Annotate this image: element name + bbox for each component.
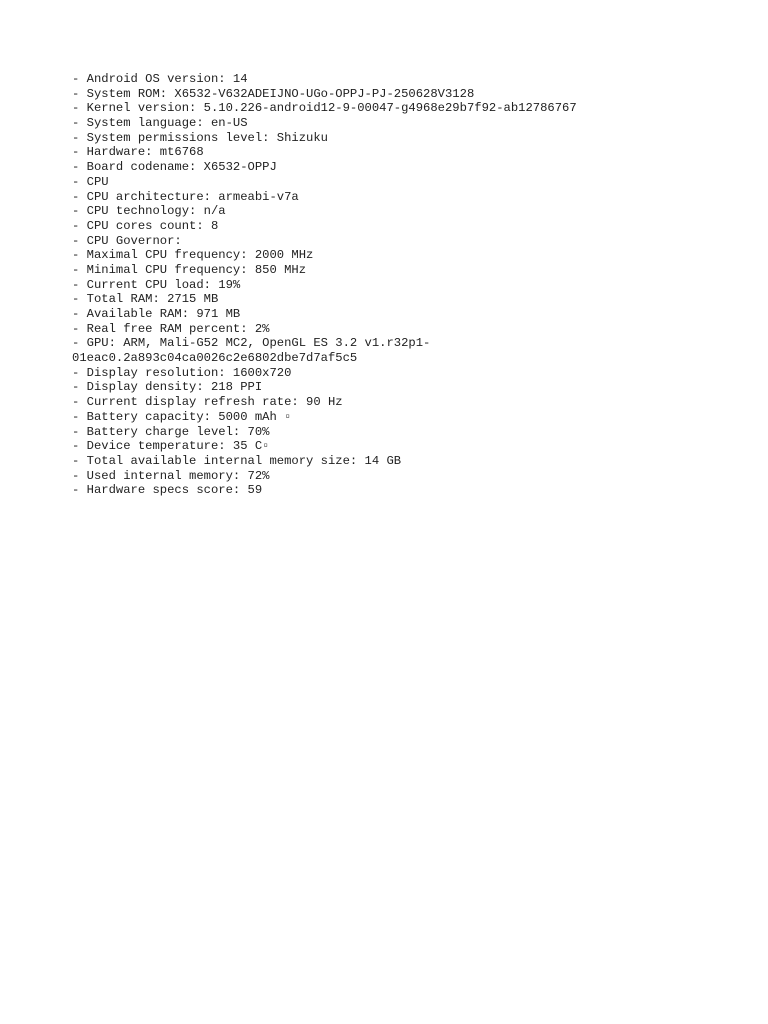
gpu-line: - GPU: ARM, Mali-G52 MC2, OpenGL ES 3.2 v1.r32p1- bbox=[72, 336, 431, 351]
cpu-cores-count-line: - CPU cores count: 8 bbox=[72, 218, 219, 233]
board-codename-line: - Board codename: X6532-OPPJ bbox=[72, 160, 277, 175]
hardware-line: - Hardware: mt6768 bbox=[72, 145, 204, 160]
internal-memory-size-line: - Total available internal memory size: 14 GB bbox=[72, 453, 402, 468]
system-language-line: - System language: en-US bbox=[72, 116, 248, 131]
system-permissions-line: - System permissions level: Shizuku bbox=[72, 130, 328, 145]
display-density-line: - Display density: 218 PPI bbox=[72, 380, 263, 395]
hardware-specs-score-line: - Hardware specs score: 59 bbox=[72, 483, 263, 498]
total-ram-line: - Total RAM: 2715 MB bbox=[72, 292, 219, 307]
cpu-architecture-line: - CPU architecture: armeabi-v7a bbox=[72, 189, 299, 204]
refresh-rate-line: - Current display refresh rate: 90 Hz bbox=[72, 395, 343, 410]
cpu-heading-line: - CPU bbox=[72, 174, 109, 189]
battery-capacity-line: - Battery capacity: 5000 mAh ▫ bbox=[72, 409, 292, 424]
system-rom-line: - System ROM: X6532-V632ADEIJNO-UGo-OPPJ-PJ-250628V3128 bbox=[72, 86, 475, 101]
display-resolution-line: - Display resolution: 1600x720 bbox=[72, 365, 292, 380]
current-cpu-load-line: - Current CPU load: 19% bbox=[72, 277, 241, 292]
gpu-line-continuation: 01eac0.2a893c04ca0026c2e6802dbe7d7af5c5 bbox=[72, 351, 358, 366]
cpu-governor-line: - CPU Governor: bbox=[72, 233, 182, 248]
max-cpu-frequency-line: - Maximal CPU frequency: 2000 MHz bbox=[72, 248, 314, 263]
android-os-version-line: - Android OS version: 14 bbox=[72, 72, 248, 86]
available-ram-line: - Available RAM: 971 MB bbox=[72, 307, 241, 321]
cpu-technology-line: - CPU technology: n/a bbox=[72, 204, 226, 219]
device-temperature-line: - Device temperature: 35 C▫ bbox=[72, 439, 270, 454]
used-internal-memory-line: - Used internal memory: 72% bbox=[72, 468, 270, 483]
real-free-ram-line: - Real free RAM percent: 2% bbox=[72, 321, 270, 336]
device-info-document bbox=[72, 72, 712, 498]
battery-charge-level-line: - Battery charge level: 70% bbox=[72, 424, 270, 439]
kernel-version-line: - Kernel version: 5.10.226-android12-9-00047-g4968e29b7f92-ab12786767 bbox=[72, 101, 577, 116]
min-cpu-frequency-line: - Minimal CPU frequency: 850 MHz bbox=[72, 262, 307, 277]
